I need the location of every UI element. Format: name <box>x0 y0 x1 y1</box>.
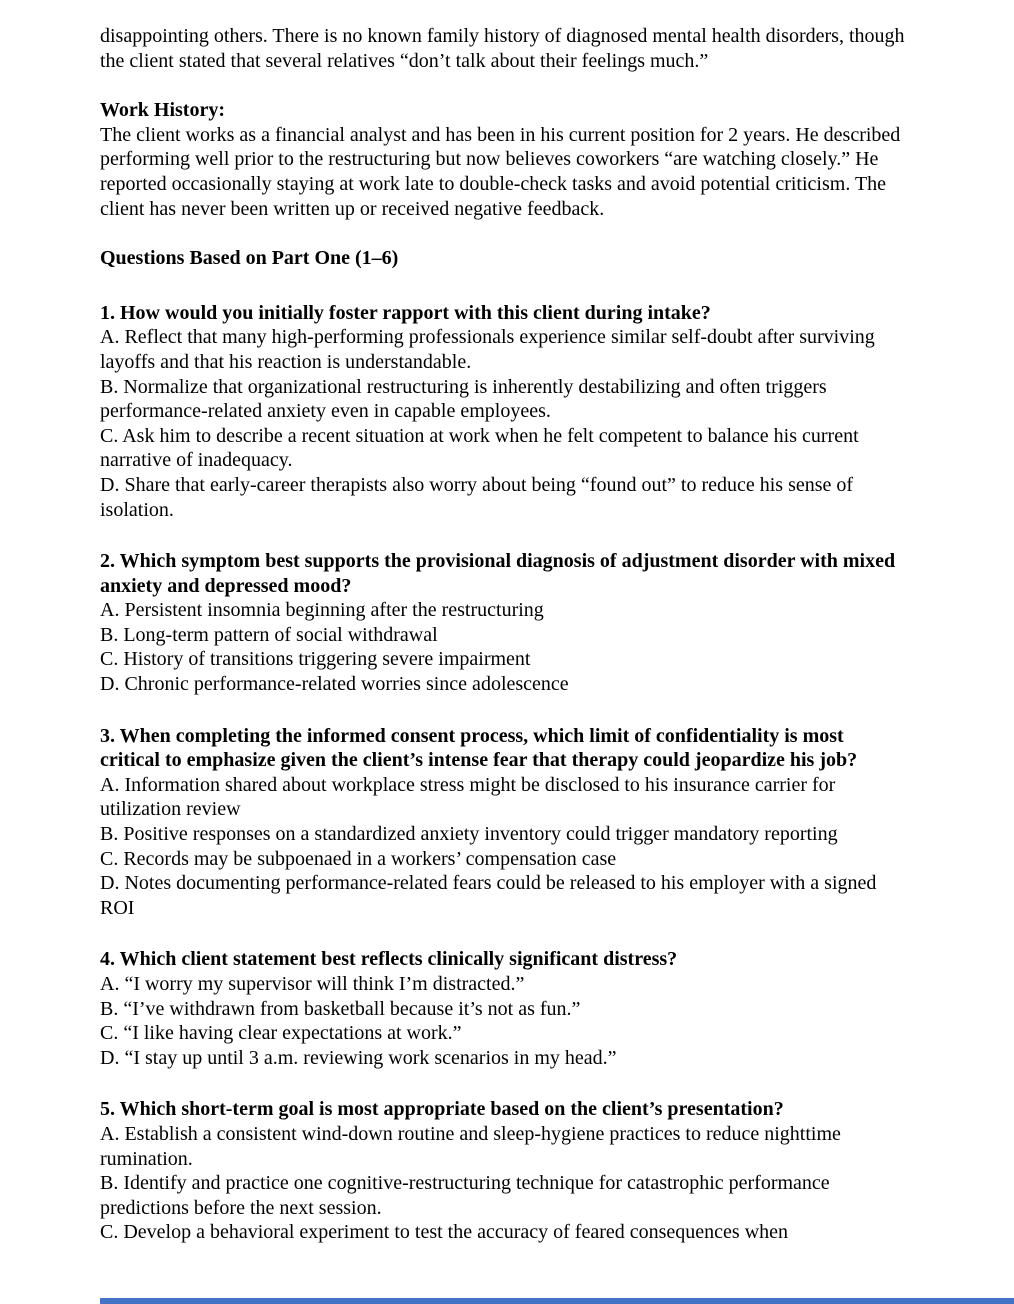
question-1-prompt: 1. How would you initially foster rapport with this client during intake? <box>100 301 711 324</box>
work-history-section <box>100 98 906 221</box>
question-1-option-a: A. Reflect that many high-performing professionals experience similar self-doubt after surviving layoffs and that his reaction is understandable. <box>100 326 875 373</box>
question-2-option-c: C. History of transitions triggering severe impairment <box>100 648 531 671</box>
intro-paragraph: disappointing others. There is no known family history of diagnosed mental health disorders, though the client stated that several relatives “don’t talk about their feelings much.” <box>100 25 905 72</box>
question-1-option-d: D. Share that early-career therapists also worry about being “found out” to reduce his sense of isolation. <box>100 473 854 521</box>
question-4-option-b: B. “I’ve withdrawn from basketball because it’s not as fun.” <box>100 997 581 1020</box>
question-4-option-d: D. “I stay up until 3 a.m. reviewing work scenarios in my head.” <box>100 1046 617 1069</box>
question-4-option-a: A. “I worry my supervisor will think I’m distracted.” <box>100 973 525 995</box>
work-history-heading: Work History: <box>100 99 225 122</box>
question-5-option-c: C. Develop a behavioral experiment to test the accuracy of feared consequences when <box>100 1221 789 1244</box>
question-5-option-a: A. Establish a consistent wind-down routine and sleep-hygiene practices to reduce nighttime rumination. <box>100 1122 841 1170</box>
questions-section-heading: Questions Based on Part One (1–6) <box>100 247 399 270</box>
question-2-option-b: B. Long-term pattern of social withdrawal <box>100 623 438 646</box>
question-4-prompt: 4. Which client statement best reflects clinically significant distress? <box>100 948 678 971</box>
question-5-prompt: 5. Which short-term goal is most appropriate based on the client’s presentation? <box>100 1098 784 1121</box>
question-3-option-d: D. Notes documenting performance-related fears could be released to his employer with a signed ROI <box>100 872 877 919</box>
question-2-option-d: D. Chronic performance-related worries since adolescence <box>100 673 569 696</box>
question-3-option-b: B. Positive responses on a standardized anxiety inventory could trigger mandatory reporting <box>100 823 838 846</box>
question-3-prompt: 3. When completing the informed consent process, which limit of confidentiality is most critical to emphasize given the client’s intense fear that therapy could jeopardize his job? <box>100 724 858 772</box>
question-5 <box>100 1097 906 1245</box>
question-5-option-b: B. Identify and practice one cognitive-restructuring technique for catastrophic performance predictions before the next session. <box>100 1172 830 1219</box>
question-2-prompt: 2. Which symptom best supports the provisional diagnosis of adjustment disorder with mixed anxiety and depressed mood? <box>100 550 896 597</box>
question-3-option-c: C. Records may be subpoenaed in a workers’ compensation case <box>100 847 617 870</box>
question-1-option-c: C. Ask him to describe a recent situation at work when he felt competent to balance his current narrative of inadequacy. <box>100 424 859 472</box>
question-3-option-a: A. Information shared about workplace stress might be disclosed to his insurance carrier for utilization review <box>100 773 836 821</box>
question-4-option-c: C. “I like having clear expectations at work.” <box>100 1022 462 1045</box>
question-2 <box>100 549 906 697</box>
question-2-option-a: A. Persistent insomnia beginning after the restructuring <box>100 599 544 622</box>
question-4 <box>100 947 906 1070</box>
question-1 <box>100 301 906 522</box>
question-1-option-b: B. Normalize that organizational restructuring is inherently destabilizing and often triggers performance-related anxiety even in capable employees. <box>100 375 827 423</box>
document-content <box>100 24 906 1272</box>
next-page-accent-bar <box>100 1298 1014 1304</box>
work-history-body: The client works as a financial analyst and has been in his current position for 2 years. He described performing well prior to the restructuring but now believes coworkers “are watching closely.” He reported occasionally staying at work late to double-check tasks and avoid potential criticism. The client has never been written up or received negative feedback. <box>100 123 901 220</box>
question-3 <box>100 724 906 921</box>
